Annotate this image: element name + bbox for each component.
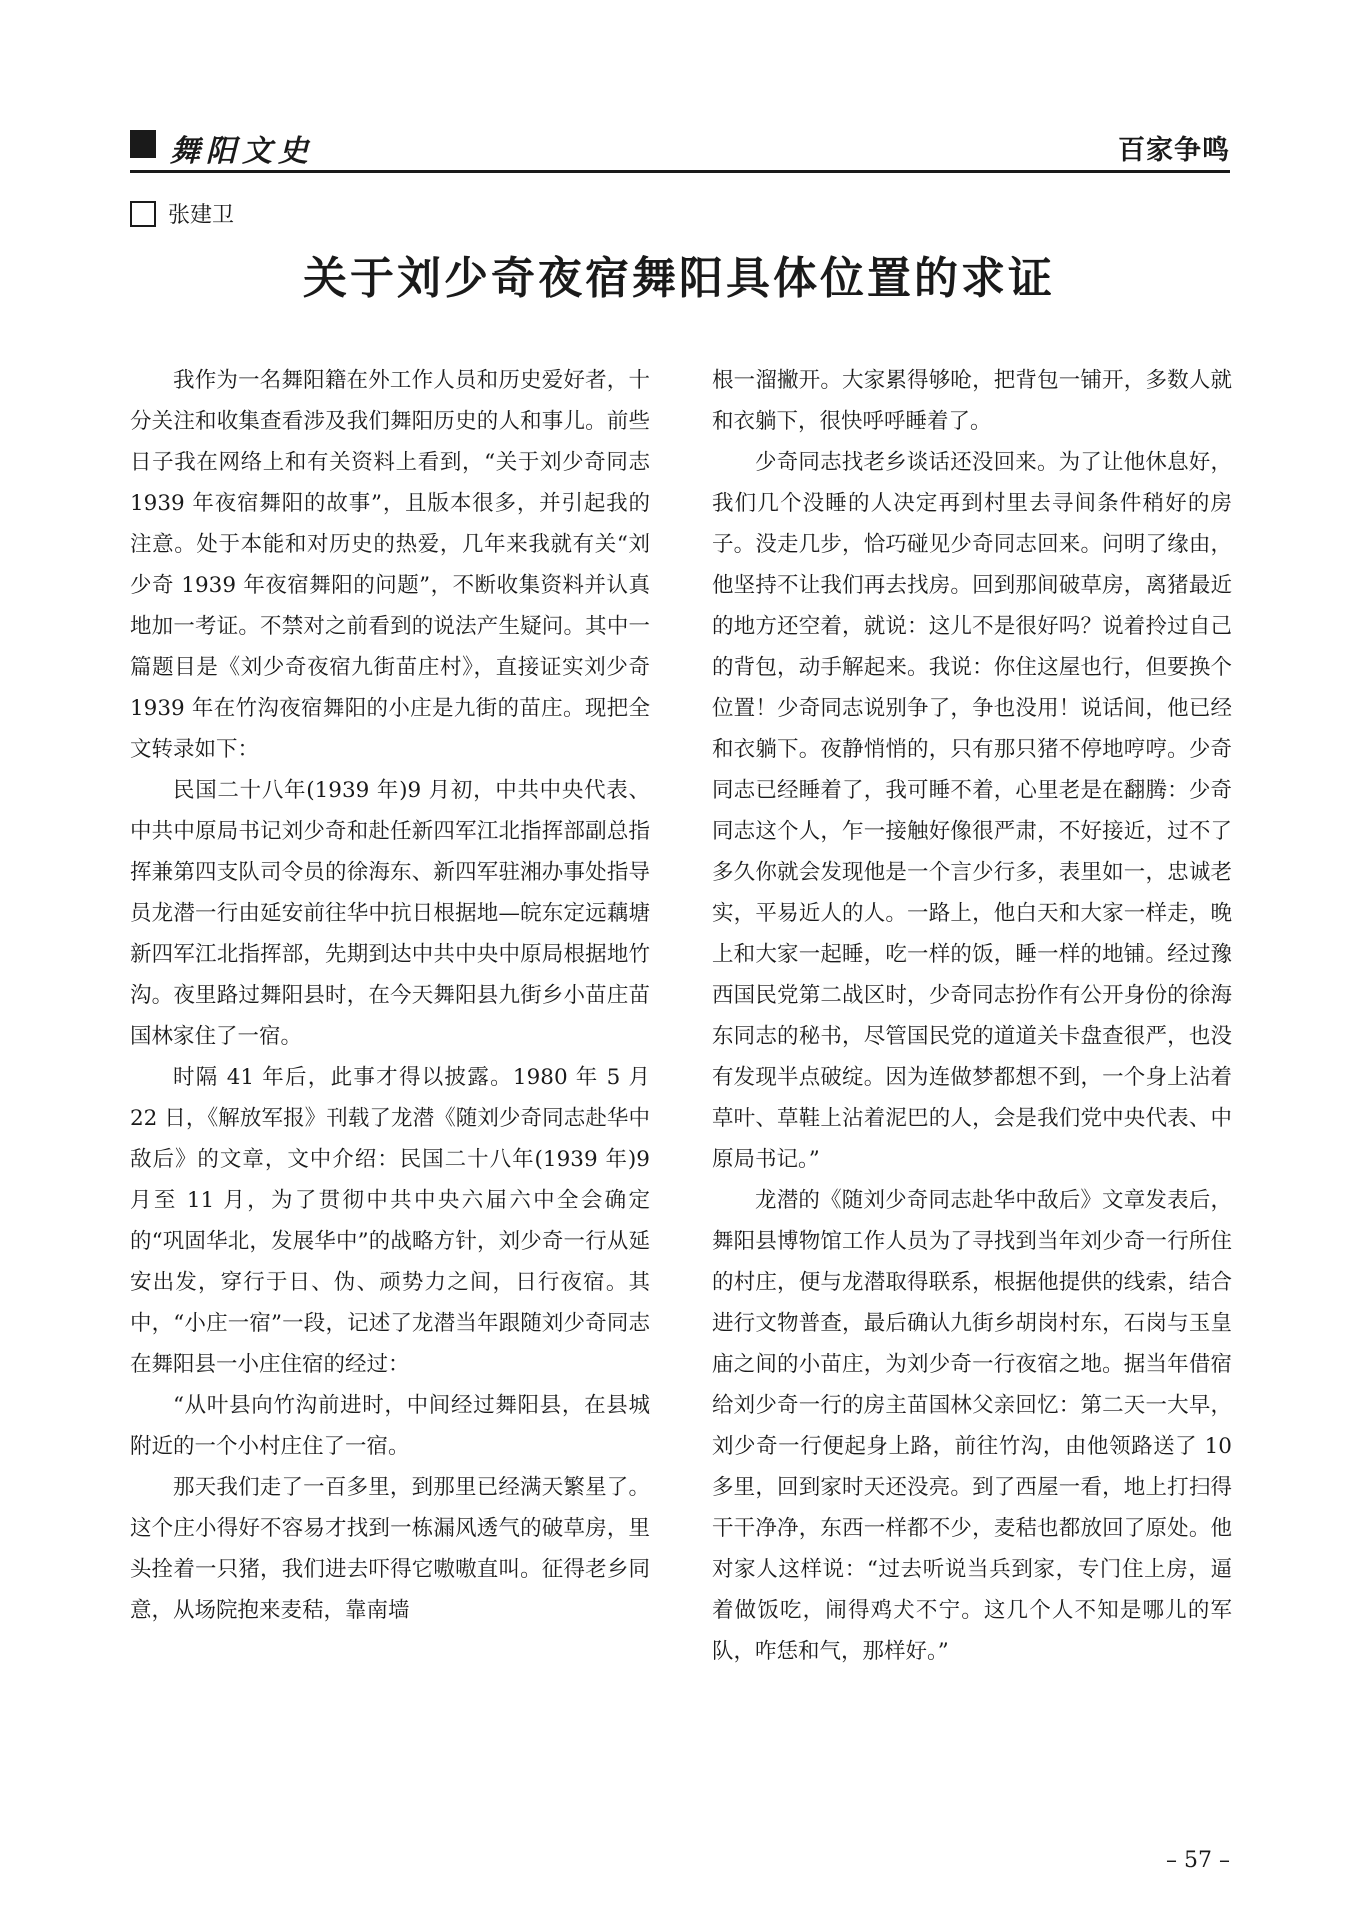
paragraph: 少奇同志找老乡谈话还没回来。为了让他休息好，我们几个没睡的人决定再到村里去寻间条件稍好的房子。没走几步，恰巧碰见少奇同志回来。问明了缘由，他坚持不让我们再去找房。回到那间破草房，离猪最近的地方还空着，就说：这儿不是很好吗？说着拎过自己的背包，动手解起来。我说：你住这屋也行，但要换个位置！少奇同志说别争了，争也没用！说话间，他已经和衣躺下。夜静悄悄的，只有那只猪不停地哼哼。少奇同志已经睡着了，我可睡不着，心里老是在翻腾：少奇同志这个人，乍一接触好像很严肃，不好接近，过不了多久你就会发现他是一个言少行多，表里如一，忠诚老实，平易近人的人。一路上，他白天和大家一样走，晚上和大家一起睡，吃一样的饭，睡一样的地铺。经过豫西国民党第二战区时，少奇同志扮作有公开身份的徐海东同志的秘书，尽管国民党的道道关卡盘查很严，也没有发现半点破绽。因为连做梦都想不到，一个身上沾着草叶、草鞋上沾着泥巴的人，会是我们党中央代表、中原局书记。” [712,450,1232,1172]
author-line [130,198,234,228]
header-square-icon [130,130,156,158]
header-rule [130,170,1230,173]
paragraph: 根一溜撇开。大家累得够呛，把背包一铺开，多数人就和衣躺下，很快呼呼睡着了。 [712,368,1232,434]
left-column [130,360,650,1631]
right-column [712,360,1232,1672]
article-title: 关于刘少奇夜宿舞阳具体位置的求证 [303,253,1055,304]
page-header [130,124,1230,169]
paragraph: 时隔 41 年后，此事才得以披露。1980 年 5 月 22 日，《解放军报》刊载了龙潜《随刘少奇同志赴华中敌后》的文章，文中介绍：民国二十八年(1939 年)9 月至 11 月，为了贯彻中共中央六届六中全会确定的“巩固华北，发展华中”的战略方针，刘少奇一行从延安出发，穿行于日、伪、顽势力之间，日行夜宿。其中，“小庄一宿”一段，记述了龙潜当年跟随刘少奇同志在舞阳县一小庄住宿的经过： [130,1065,650,1377]
paragraph: “从叶县向竹沟前进时，中间经过舞阳县，在县城附近的一个小村庄住了一宿。 [130,1393,650,1459]
page-number: – 57 – [1166,1848,1230,1873]
paragraph: 那天我们走了一百多里，到那里已经满天繁星了。这个庄小得好不容易才找到一栋漏风透气的破草房，里头拴着一只猪，我们进去吓得它嗷嗷直叫。征得老乡同意，从场院抱来麦秸，靠南墙 [130,1475,650,1623]
paragraph: 我作为一名舞阳籍在外工作人员和历史爱好者，十分关注和收集查看涉及我们舞阳历史的人和事儿。前些日子我在网络上和有关资料上看到，“关于刘少奇同志 1939 年夜宿舞阳的故事”，且版本很多，并引起我的注意。处于本能和对历史的热爱，几年来我就有关“刘少奇 1939 年夜宿舞阳的问题”，不断收集资料并认真地加一考证。不禁对之前看到的说法产生疑问。其中一篇题目是《刘少奇夜宿九街苗庄村》，直接证实刘少奇 1939 年在竹沟夜宿舞阳的小庄是九街的苗庄。现把全文转录如下： [130,368,650,762]
author-box-icon [130,201,156,227]
paragraph: 龙潜的《随刘少奇同志赴华中敌后》文章发表后，舞阳县博物馆工作人员为了寻找到当年刘少奇一行所住的村庄，便与龙潜取得联系，根据他提供的线索，结合进行文物普查，最后确认九街乡胡岗村东，石岗与玉皇庙之间的小苗庄，为刘少奇一行夜宿之地。据当年借宿给刘少奇一行的房主苗国林父亲回忆：第二天一大早，刘少奇一行便起身上路，前往竹沟，由他领路送了 10 多里，回到家时天还没亮。到了西屋一看，地上打扫得干干净净，东西一样都不少，麦秸也都放回了原处。他对家人这样说：“过去听说当兵到家，专门住上房，逼着做饭吃，闹得鸡犬不宁。这几个人不知是哪儿的军队，咋恁和气，那样好。” [712,1188,1232,1664]
masthead: 舞阳文史 [170,134,314,169]
paragraph: 民国二十八年(1939 年)9 月初，中共中央代表、中共中原局书记刘少奇和赴任新四军江北指挥部副总指挥兼第四支队司令员的徐海东、新四军驻湘办事处指导员龙潜一行由延安前往华中抗日根据地—皖东定远藕塘新四军江北指挥部，先期到达中共中央中原局根据地竹沟。夜里路过舞阳县时，在今天舞阳县九街乡小苗庄苗国林家住了一宿。 [130,778,650,1049]
author-name: 张建卫 [168,203,235,228]
section-label: 百家争鸣 [1118,135,1230,166]
